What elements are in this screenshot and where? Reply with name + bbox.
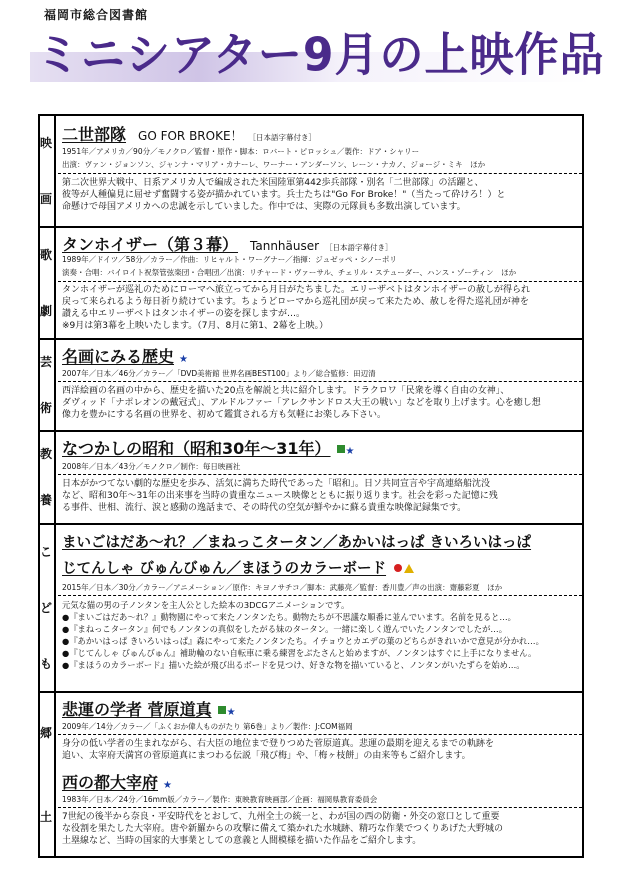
description-line: 西洋絵画の名画の中から、歴史を描いた20点を解説と共に紹介します。ドラクロワ「民衆を導く自由の女神」、 xyxy=(62,386,510,396)
yellow-triangle-icon xyxy=(404,564,414,573)
description-line: 追い、太宰府天満宮の菅原道真にまつわる伝説「飛び梅」や、「梅ヶ枝餅」の由来等もご紹介します。 xyxy=(62,751,471,761)
category-kageki xyxy=(38,226,56,338)
film-title: タンホイザー（第３幕） xyxy=(62,235,239,254)
subtitle-note: ［日本語字幕付き］ xyxy=(248,133,317,142)
description-line: 土塁線など、当時の国家的大事業としての意義と人間模様を描いた作品をご紹介します。 xyxy=(62,836,422,846)
star-icon: ★ xyxy=(179,354,188,365)
film-entry xyxy=(58,116,582,226)
film-description xyxy=(62,738,580,762)
film-cast: 出演：ヴァン・ジョンソン、ジャンナ・マリア・カナーレ、ワーナー・アンダーソン、レーン・ナカノ、ジョージ・ミキ ほか xyxy=(62,160,486,169)
category-char: 映 xyxy=(39,135,52,150)
film-title: 名画にみる歴史 xyxy=(62,347,175,366)
film-entry xyxy=(58,525,582,691)
film-title: じてんしゃ びゅんびゅん／まほうのカラーボード xyxy=(62,561,387,577)
category-eiga xyxy=(38,114,56,226)
film-meta: 2008年／日本／43分／モノクロ／制作：毎日映画社 xyxy=(62,462,241,471)
description-line: な役割を果たした大宰府。唐や新羅からの攻撃に備えて築かれた水城跡、精巧な作業でつくりあげた大野城の xyxy=(62,824,504,834)
film-meta: 2009年／14分／カラー／「ふくおか偉人ものがたり 第6巻」より／製作：J:COM福岡 xyxy=(62,722,353,731)
film-title: 悲運の学者 菅原道真 xyxy=(62,700,212,719)
description-line: 7世紀の後半から奈良・平安時代をとおして、九州全土の統一と、わが国の西の防衛・外交の窓口として重要 xyxy=(62,812,500,822)
film-description xyxy=(62,385,580,421)
green-square-icon xyxy=(218,706,226,714)
description-line: 命懸けで母国アメリカへの忠誠を示していました。作中では、実際の元隊員も多数出演しています。 xyxy=(62,202,466,212)
category-char: 画 xyxy=(39,191,52,206)
film-meta: 1951年／アメリカ／90分／モノクロ／監督・原作・脚本：ロバート・ピロッシュ／製作：ドア・シャリー xyxy=(62,147,420,156)
dashed-divider xyxy=(58,595,582,596)
film-title-line xyxy=(62,122,316,145)
film-entry xyxy=(58,432,582,523)
film-entry xyxy=(58,766,582,858)
film-entry xyxy=(58,693,582,763)
film-description xyxy=(62,284,580,332)
film-entry xyxy=(58,340,582,430)
film-description xyxy=(62,811,580,847)
description-line: タンホイザーが巡礼のためにローマへ旅立ってから月日がたちました。エリーザベトはタンホイザーの赦しが得られ xyxy=(62,285,531,295)
description-line: など、昭和30年～31年の出来事を当時の貴重なニュース映像とともに振り返ります。社会を彩った記憶に残 xyxy=(62,491,498,501)
dashed-divider xyxy=(58,474,582,475)
film-title-line xyxy=(62,531,531,552)
page-title-area xyxy=(30,22,605,92)
category-char: 芸 xyxy=(39,354,52,369)
description-line: 第二次世界大戦中、日系アメリカ人で編成された米国陸軍第442歩兵部隊・別名「二世部隊」の活躍と、 xyxy=(62,178,484,188)
category-char: ど xyxy=(39,600,52,615)
film-meta: 2015年／日本／30分／カラー／アニメーション／原作：キヨノサチコ／脚本：武藤亮／監督：香川豊／声の出演：齋藤彩夏 ほか xyxy=(62,583,503,592)
category-char: 郷 xyxy=(39,726,52,741)
film-title-line xyxy=(62,232,393,255)
category-char: 術 xyxy=(39,400,52,415)
film-cast: 演奏・合唱：バイロイト祝祭管弦楽団・合唱団／出演：リチャード・ヴァーサル、チェリル・ステューダー、ハンス・ゾーティン ほか xyxy=(62,268,517,277)
category-kodomo xyxy=(38,523,56,691)
page-title: ミニシアター9月の上映作品 xyxy=(36,28,605,83)
dashed-divider xyxy=(58,381,582,382)
category-char: 教 xyxy=(39,446,52,461)
film-title-line xyxy=(62,557,414,578)
category-kyoyo xyxy=(38,430,56,523)
category-char: 土 xyxy=(39,809,52,824)
film-title-line xyxy=(62,436,355,459)
category-char: 歌 xyxy=(39,247,52,262)
dashed-divider xyxy=(58,734,582,735)
description-line: ●『じてんしゃ びゅんびゅん』補助輪のない自転車に乗る練習をぶたさんと始めますが、ノンタンはすぐに上手になりません。 xyxy=(62,648,537,658)
film-description xyxy=(62,478,580,514)
film-title-line xyxy=(62,344,188,367)
film-english-title: GO FOR BROKE！ xyxy=(138,129,243,143)
film-description xyxy=(62,177,580,213)
library-name: 福岡市総合図書館 xyxy=(44,8,149,22)
dashed-divider xyxy=(58,807,582,808)
star-icon: ★ xyxy=(226,707,236,718)
category-kyodo xyxy=(38,691,56,858)
film-title-line xyxy=(62,770,172,793)
description-line: ●『あかいはっぱ きいろいはっぱ』森にやって来たノンタンたち。イチョウとカエデの葉のどちらがきれいかで意見が分かれ…。 xyxy=(62,636,544,646)
description-line: 像力を豊かにする名画の世界を、初めて鑑賞される方も気軽にお楽しみ下さい。 xyxy=(62,410,387,420)
description-line: る事件、世相、流行、涙と感動の逸話まで、その時代の空気が鮮やかに蘇る貴重な映像記録集です。 xyxy=(62,503,467,513)
star-icon: ★ xyxy=(345,446,355,457)
film-meta: 1983年／日本／24分／16mm版／カラー／製作：東映教育映画部／企画：福岡県教育委員会 xyxy=(62,795,378,804)
description-line: 讃える中エリーザベトはタンホイザーの姿を探しますが…。 xyxy=(62,309,306,319)
star-icon: ★ xyxy=(163,780,172,791)
film-title: なつかしの昭和（昭和30年～31年） xyxy=(62,439,331,458)
category-char: 養 xyxy=(39,493,52,508)
film-english-title: Tannhäuser xyxy=(250,239,320,253)
description-line: ●『まいごはだあ～れ？』動物園にやって来たノンタンたち。動物たちが不思議な順番に並んでいます。名前を見ると…。 xyxy=(62,612,516,622)
description-line: ●『まねっこタータン』何でもノンタンの真似をしたがる妹のタータン。一緒に楽しく遊んでいたノンタンでしたが…。 xyxy=(62,624,507,634)
red-circle-icon xyxy=(394,564,402,572)
film-description xyxy=(62,599,580,671)
film-title: 西の都大宰府 xyxy=(62,773,159,792)
description-line: 日本がかつてない劇的な歴史を歩み、活気に満ちた時代であった「昭和」。日ソ共同宣言や宇高連絡船沈没 xyxy=(62,479,490,489)
description-line: 元気な猫の男の子ノンタンを主人公とした絵本の3DCGアニメーションです。 xyxy=(62,600,350,610)
dashed-divider xyxy=(58,173,582,174)
subtitle-note: ［日本語字幕付き］ xyxy=(325,243,393,252)
category-char: 劇 xyxy=(39,303,52,318)
description-line: ●『まほうのカラーボード』描いた絵が飛び出るボードを見つけ、好きな物を描いていると、ノンタンがいたずらを始め…。 xyxy=(62,660,525,670)
film-meta: 1989年／ドイツ／58分／カラー／作曲：リヒャルト・ワーグナー／指揮：ジュゼッペ・シノーポリ xyxy=(62,255,397,264)
film-title: 二世部隊 xyxy=(62,125,127,144)
description-line: ※9月は第3幕を上映いたします。（7月、8月に第1、2幕を上映。） xyxy=(62,321,329,331)
description-line: ダヴィッド「ナポレオンの戴冠式」、アルドルファー「アレクサンドロス大王の戦い」などを取り上げます。心を癒し想 xyxy=(62,398,541,408)
category-char: こ xyxy=(39,544,52,559)
film-title: まいごはだあ～れ？／まねっこタータン／あかいはっぱ きいろいはっぱ xyxy=(62,535,532,551)
category-geijutsu xyxy=(38,338,56,430)
film-title-line xyxy=(62,697,236,720)
green-square-icon xyxy=(337,445,345,453)
category-char: も xyxy=(39,656,52,671)
description-line: 身分の低い学者の生まれながら、右大臣の地位まで登りつめた菅原道真。悲運の最期を迎えるまでの軌跡を xyxy=(62,739,495,749)
film-meta: 2007年／日本／46分／カラー／「DVD美術館 世界名画BEST100」より／総合監修：田辺清 xyxy=(62,369,376,378)
film-entry xyxy=(58,228,582,338)
description-line: 戻って来られるよう毎日祈り続けています。ちょうどローマから巡礼団が戻って来たため、赦しを得た巡礼団が神を xyxy=(62,297,529,307)
dashed-divider xyxy=(58,281,582,282)
description-line: 彼等が人種偏見に屈せず奮闘する姿が描かれています。兵士たちは"Go For Broke！"（当たって砕けろ！）と xyxy=(62,190,506,200)
